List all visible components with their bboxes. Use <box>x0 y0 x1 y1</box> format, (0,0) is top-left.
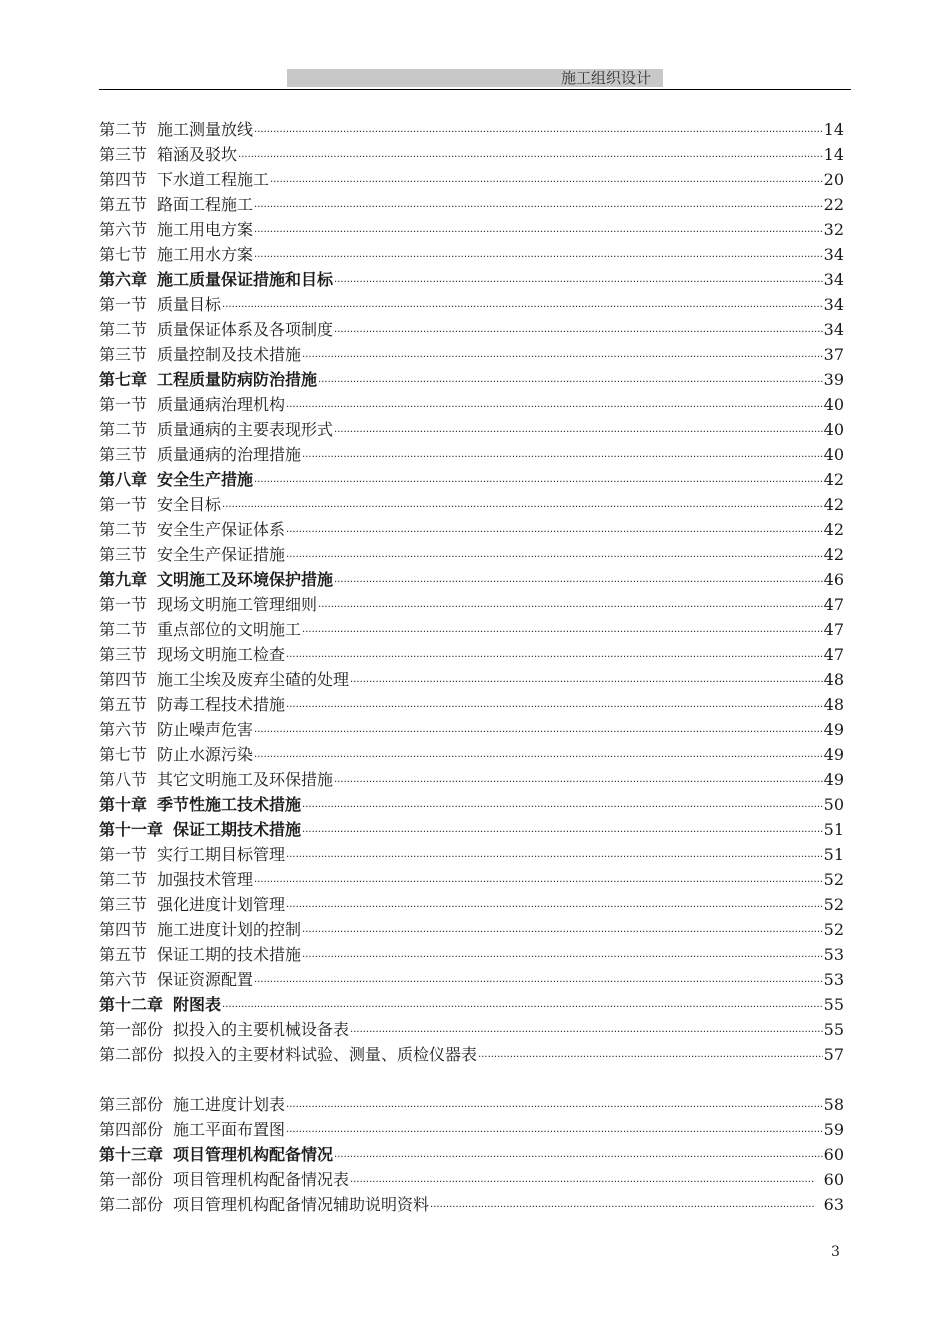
toc-entry-title: 重点部位的文明施工 <box>157 620 302 639</box>
toc-entry-title: 强化进度计划管理 <box>157 895 286 914</box>
toc-page-number: 42 <box>823 495 844 514</box>
toc-page-number: 63 <box>823 1195 844 1214</box>
toc-page-number: 34 <box>823 270 844 289</box>
toc-entry-label: 第一节 <box>99 845 148 864</box>
toc-chapter-entry[interactable] <box>99 467 844 492</box>
toc-section-entry[interactable] <box>99 242 844 267</box>
toc-dot-leader <box>286 1120 823 1145</box>
toc-dot-leader <box>222 495 823 520</box>
toc-page-number: 37 <box>823 345 844 364</box>
toc-entry-label: 第二节 <box>99 320 148 339</box>
toc-entry-label: 第二节 <box>99 620 148 639</box>
toc-dot-leader <box>254 470 823 495</box>
toc-section-entry[interactable] <box>99 942 844 967</box>
toc-entry-title: 质量控制及技术措施 <box>157 345 302 364</box>
toc-page-number: 60 <box>823 1145 844 1164</box>
toc-dot-leader <box>254 245 823 270</box>
toc-page-number: 47 <box>823 620 844 639</box>
toc-page-number: 49 <box>823 745 844 764</box>
toc-entry-label: 第十章 <box>99 795 148 814</box>
toc-entry-label: 第一部份 <box>99 1020 164 1039</box>
table-of-contents <box>99 117 844 1217</box>
toc-section-entry[interactable] <box>99 867 844 892</box>
toc-dot-leader <box>286 695 823 720</box>
toc-entry-label: 第四节 <box>99 920 148 939</box>
toc-section-entry[interactable] <box>99 1042 844 1067</box>
toc-entry-title: 防止水源污染 <box>157 745 254 764</box>
toc-entry-label: 第五节 <box>99 195 148 214</box>
toc-dot-leader <box>254 720 823 745</box>
toc-page-number: 47 <box>823 645 844 664</box>
toc-dot-leader <box>254 220 823 245</box>
toc-entry-title: 实行工期目标管理 <box>157 845 286 864</box>
toc-entry-title: 文明施工及环境保护措施 <box>157 570 334 589</box>
toc-section-entry[interactable] <box>99 617 844 642</box>
toc-entry-title: 保证工期的技术措施 <box>157 945 302 964</box>
toc-entry-label: 第五节 <box>99 695 148 714</box>
toc-chapter-entry[interactable] <box>99 1142 844 1167</box>
toc-entry-title: 保证资源配置 <box>157 970 254 989</box>
toc-entry-label: 第十一章 <box>99 820 164 839</box>
toc-section-entry[interactable] <box>99 842 844 867</box>
toc-entry-title: 施工质量保证措施和目标 <box>157 270 334 289</box>
toc-page-number: 14 <box>823 120 844 139</box>
toc-dot-leader <box>302 795 823 820</box>
toc-section-entry[interactable] <box>99 317 844 342</box>
toc-entry-label: 第一节 <box>99 395 148 414</box>
toc-section-entry[interactable] <box>99 117 844 142</box>
toc-section-entry[interactable] <box>99 767 844 792</box>
toc-entry-title: 安全生产措施 <box>157 470 254 489</box>
toc-entry-title: 施工用电方案 <box>157 220 254 239</box>
toc-entry-label: 第九章 <box>99 570 148 589</box>
toc-entry-label: 第七节 <box>99 745 148 764</box>
toc-section-entry[interactable] <box>99 392 844 417</box>
toc-section-entry[interactable] <box>99 142 844 167</box>
toc-dot-leader <box>254 970 823 995</box>
toc-entry-title: 质量保证体系及各项制度 <box>157 320 334 339</box>
toc-page-number: 51 <box>823 845 844 864</box>
toc-page-number: 53 <box>823 945 844 964</box>
toc-section-entry[interactable] <box>99 292 844 317</box>
toc-entry-title: 工程质量防病防治措施 <box>157 370 318 389</box>
toc-page-number: 50 <box>823 795 844 814</box>
toc-entry-title: 箱涵及驳坎 <box>157 145 238 164</box>
toc-dot-leader <box>350 670 823 695</box>
toc-entry-label: 第四部份 <box>99 1120 164 1139</box>
toc-dot-leader <box>318 595 823 620</box>
toc-page-number: 42 <box>823 470 844 489</box>
toc-page-number: 55 <box>823 1020 844 1039</box>
toc-entry-label: 第二部份 <box>99 1045 164 1064</box>
toc-dot-leader <box>286 895 823 920</box>
toc-dot-leader <box>302 920 823 945</box>
toc-entry-title: 安全目标 <box>157 495 222 514</box>
toc-page-number: 52 <box>823 870 844 889</box>
toc-section-entry[interactable] <box>99 542 844 567</box>
toc-entry-title: 防毒工程技术措施 <box>157 695 286 714</box>
toc-dot-leader <box>254 870 823 895</box>
toc-entry-label: 第三部份 <box>99 1095 164 1114</box>
toc-entry-label: 第二节 <box>99 870 148 889</box>
toc-page-number: 42 <box>823 545 844 564</box>
toc-dot-leader <box>286 845 823 870</box>
toc-dot-leader <box>302 445 823 470</box>
toc-dot-leader <box>286 645 823 670</box>
toc-dot-leader <box>302 620 823 645</box>
toc-chapter-entry[interactable] <box>99 817 844 842</box>
toc-page-number: 53 <box>823 970 844 989</box>
toc-page-number: 14 <box>823 145 844 164</box>
toc-entry-label: 第三节 <box>99 445 148 464</box>
toc-section-entry[interactable] <box>99 917 844 942</box>
toc-entry-title: 安全生产保证措施 <box>157 545 286 564</box>
toc-entry-label: 第六节 <box>99 970 148 989</box>
toc-entry-title: 项目管理机构配备情况表 <box>173 1170 350 1189</box>
toc-page-number: 49 <box>823 720 844 739</box>
toc-dot-leader <box>238 145 823 170</box>
toc-entry-label: 第十三章 <box>99 1145 164 1164</box>
toc-section-entry[interactable] <box>99 692 844 717</box>
toc-entry-title: 施工进度计划的控制 <box>157 920 302 939</box>
toc-chapter-entry[interactable] <box>99 792 844 817</box>
toc-page-number: 42 <box>823 520 844 539</box>
toc-entry-label: 第三节 <box>99 545 148 564</box>
toc-dot-leader <box>334 420 823 445</box>
toc-section-entry[interactable] <box>99 1192 844 1217</box>
toc-entry-title: 季节性施工技术措施 <box>157 795 302 814</box>
toc-section-entry[interactable] <box>99 742 844 767</box>
toc-dot-leader <box>270 170 823 195</box>
toc-page-number: 58 <box>823 1095 844 1114</box>
toc-entry-label: 第六节 <box>99 720 148 739</box>
toc-entry-title: 施工进度计划表 <box>173 1095 286 1114</box>
toc-entry-title: 保证工期技术措施 <box>173 820 302 839</box>
toc-entry-label: 第二节 <box>99 420 148 439</box>
toc-page-number: 52 <box>823 920 844 939</box>
toc-entry-label: 第二节 <box>99 120 148 139</box>
toc-entry-label: 第八节 <box>99 770 148 789</box>
toc-section-entry[interactable] <box>99 517 844 542</box>
toc-section-entry[interactable] <box>99 217 844 242</box>
toc-entry-label: 第一部份 <box>99 1170 164 1189</box>
header-title: 施工组织设计 <box>561 69 652 87</box>
toc-entry-label: 第二部份 <box>99 1195 164 1214</box>
toc-entry-title: 加强技术管理 <box>157 870 254 889</box>
toc-section-entry[interactable] <box>99 717 844 742</box>
page-header <box>99 67 851 90</box>
toc-entry-title: 施工尘埃及废弃尘碴的处理 <box>157 670 350 689</box>
toc-dot-leader <box>302 345 823 370</box>
toc-entry-title: 施工用水方案 <box>157 245 254 264</box>
toc-entry-title: 质量通病的治理措施 <box>157 445 302 464</box>
toc-entry-title: 防止噪声危害 <box>157 720 254 739</box>
page-number: 3 <box>831 1244 840 1260</box>
toc-page-number: 22 <box>823 195 844 214</box>
toc-section-entry[interactable] <box>99 492 844 517</box>
toc-section-entry[interactable] <box>99 1092 844 1117</box>
toc-page-number: 34 <box>823 320 844 339</box>
toc-page-number: 32 <box>823 220 844 239</box>
toc-page-number: 47 <box>823 595 844 614</box>
toc-dot-leader <box>254 745 823 770</box>
toc-dot-leader <box>430 1195 815 1220</box>
toc-page-number: 40 <box>823 420 844 439</box>
toc-dot-leader <box>286 545 823 570</box>
toc-entry-label: 第一节 <box>99 595 148 614</box>
toc-dot-leader <box>302 945 823 970</box>
toc-entry-title: 质量通病的主要表现形式 <box>157 420 334 439</box>
toc-entry-label: 第一节 <box>99 295 148 314</box>
toc-entry-title: 其它文明施工及环保措施 <box>157 770 334 789</box>
toc-section-entry[interactable] <box>99 192 844 217</box>
toc-page-number: 34 <box>823 245 844 264</box>
toc-dot-leader <box>254 120 823 145</box>
toc-entry-label: 第三节 <box>99 895 148 914</box>
toc-entry-title: 项目管理机构配备情况辅助说明资料 <box>173 1195 430 1214</box>
toc-entry-title: 附图表 <box>173 995 222 1014</box>
toc-entry-title: 现场文明施工检查 <box>157 645 286 664</box>
toc-dot-leader <box>334 570 823 595</box>
toc-section-entry[interactable] <box>99 167 844 192</box>
toc-page-number: 40 <box>823 445 844 464</box>
toc-entry-label: 第七章 <box>99 370 148 389</box>
toc-page-number: 57 <box>823 1045 844 1064</box>
toc-section-entry[interactable] <box>99 417 844 442</box>
toc-entry-title: 施工测量放线 <box>157 120 254 139</box>
toc-dot-leader <box>286 395 823 420</box>
toc-entry-label: 第六节 <box>99 220 148 239</box>
toc-entry-label: 第六章 <box>99 270 148 289</box>
toc-dot-leader <box>334 320 823 345</box>
toc-page-number: 40 <box>823 395 844 414</box>
toc-entry-label: 第十二章 <box>99 995 164 1014</box>
toc-entry-title: 项目管理机构配备情况 <box>173 1145 334 1164</box>
toc-dot-leader <box>334 1145 823 1170</box>
toc-entry-label: 第四节 <box>99 670 148 689</box>
toc-entry-label: 第五节 <box>99 945 148 964</box>
toc-page-number: 48 <box>823 695 844 714</box>
toc-entry-title: 施工平面布置图 <box>173 1120 286 1139</box>
toc-section-entry[interactable] <box>99 1167 844 1192</box>
toc-entry-label: 第四节 <box>99 170 148 189</box>
toc-page-number: 46 <box>823 570 844 589</box>
toc-dot-leader <box>478 1045 823 1070</box>
toc-page-number: 34 <box>823 295 844 314</box>
toc-section-entry[interactable] <box>99 342 844 367</box>
toc-entry-title: 路面工程施工 <box>157 195 254 214</box>
toc-entry-title: 拟投入的主要机械设备表 <box>173 1020 350 1039</box>
toc-page-number: 52 <box>823 895 844 914</box>
toc-entry-label: 第三节 <box>99 145 148 164</box>
toc-page-number: 20 <box>823 170 844 189</box>
toc-page-number: 49 <box>823 770 844 789</box>
toc-chapter-entry[interactable] <box>99 992 844 1017</box>
toc-page-number: 51 <box>823 820 844 839</box>
toc-entry-title: 安全生产保证体系 <box>157 520 286 539</box>
toc-section-entry[interactable] <box>99 592 844 617</box>
toc-dot-leader <box>254 195 823 220</box>
toc-section-entry[interactable] <box>99 642 844 667</box>
toc-section-entry[interactable] <box>99 1117 844 1142</box>
toc-dot-leader <box>318 370 823 395</box>
toc-dot-leader <box>334 770 823 795</box>
toc-entry-title: 质量通病治理机构 <box>157 395 286 414</box>
toc-page-number: 60 <box>823 1170 844 1189</box>
toc-entry-title: 拟投入的主要材料试验、测量、质检仪器表 <box>173 1045 478 1064</box>
toc-section-entry[interactable] <box>99 967 844 992</box>
toc-dot-leader <box>286 520 823 545</box>
toc-entry-label: 第一节 <box>99 495 148 514</box>
toc-entry-title: 现场文明施工管理细则 <box>157 595 318 614</box>
toc-chapter-entry[interactable] <box>99 567 844 592</box>
toc-dot-leader <box>302 820 823 845</box>
toc-dot-leader <box>334 270 823 295</box>
toc-section-entry[interactable] <box>99 667 844 692</box>
toc-section-entry[interactable] <box>99 1017 844 1042</box>
toc-page-number: 48 <box>823 670 844 689</box>
toc-entry-title: 质量目标 <box>157 295 222 314</box>
toc-entry-label: 第八章 <box>99 470 148 489</box>
toc-entry-title: 下水道工程施工 <box>157 170 270 189</box>
toc-page-number: 39 <box>823 370 844 389</box>
toc-entry-label: 第三节 <box>99 345 148 364</box>
toc-entry-label: 第三节 <box>99 645 148 664</box>
toc-dot-leader <box>286 1095 823 1120</box>
toc-page-number: 59 <box>823 1120 844 1139</box>
toc-chapter-entry[interactable] <box>99 267 844 292</box>
toc-entry-label: 第二节 <box>99 520 148 539</box>
toc-chapter-entry[interactable] <box>99 367 844 392</box>
toc-section-entry[interactable] <box>99 892 844 917</box>
toc-section-entry[interactable] <box>99 442 844 467</box>
toc-entry-label: 第七节 <box>99 245 148 264</box>
toc-page-number: 55 <box>823 995 844 1014</box>
